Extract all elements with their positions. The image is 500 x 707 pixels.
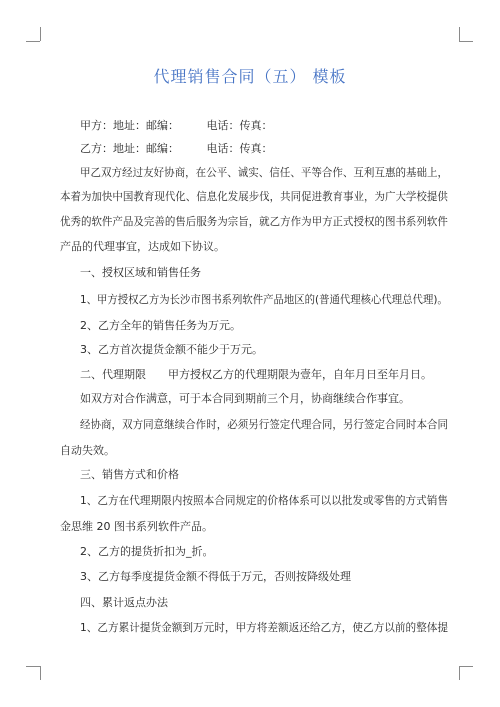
section-heading: 四、累计返点办法 — [80, 596, 168, 609]
paragraph-line: 自动失效。 — [60, 444, 115, 457]
clause-line: 3、乙方首次提货金额不能少于万元。 — [80, 343, 263, 356]
paragraph-line: 产品的代理事宜，达成如下协议。 — [60, 240, 225, 253]
clause-line: 2、乙方全年的销售任务为万元。 — [80, 319, 241, 332]
paragraph-line: 本着为加快中国教育现代化、信息化发展步伐，共同促进教育事业，为广大学校提供 — [60, 190, 448, 203]
paragraph-line: 甲乙双方经过友好协商，在公平、诚实、信任、平等合作、互利互惠的基础上， — [80, 166, 449, 179]
clause-line: 1、乙方在代理期限内按照本合同规定的价格体系可以以批发或零售的方式销售 — [80, 494, 449, 507]
party-b-info: 乙方：地址：邮编： 电话：传真： — [80, 142, 273, 155]
section-heading: 二、代理期限 甲方授权乙方的代理期限为壹年，自年月日至年月日。 — [80, 368, 432, 381]
section-heading: 一、授权区域和销售任务 — [80, 266, 201, 279]
clause-line: 3、乙方每季度提货金额不得低于万元，否则按降级处理 — [80, 570, 351, 583]
paragraph-line: 优秀的软件产品及完善的售后服务为宗旨，就乙方作为甲方正式授权的图书系列软件 — [60, 215, 448, 228]
clause-line: 1、乙方累计提货金额到万元时，甲方将差额返还给乙方，使乙方以前的整体提 — [80, 621, 449, 634]
clause-line: 金思维 20 图书系列软件产品。 — [60, 520, 213, 533]
paragraph-line: 如双方对合作满意，可于本合同到期前三个月，协商继续合作事宜。 — [80, 392, 410, 405]
clause-line: 2、乙方的提货折扣为_折。 — [80, 545, 214, 558]
section-heading: 三、销售方式和价格 — [80, 468, 179, 481]
document-title: 代理销售合同（五） 模板 — [153, 67, 347, 86]
paragraph-line: 经协商，双方同意继续合作时，必须另行签定代理合同，另行签定合同时本合同 — [80, 418, 449, 431]
clause-line: 1、甲方授权乙方为长沙市图书系列软件产品地区的(普通代理核心代理总代理)。 — [80, 293, 448, 306]
party-a-info: 甲方：地址：邮编： 电话：传真： — [80, 119, 273, 132]
